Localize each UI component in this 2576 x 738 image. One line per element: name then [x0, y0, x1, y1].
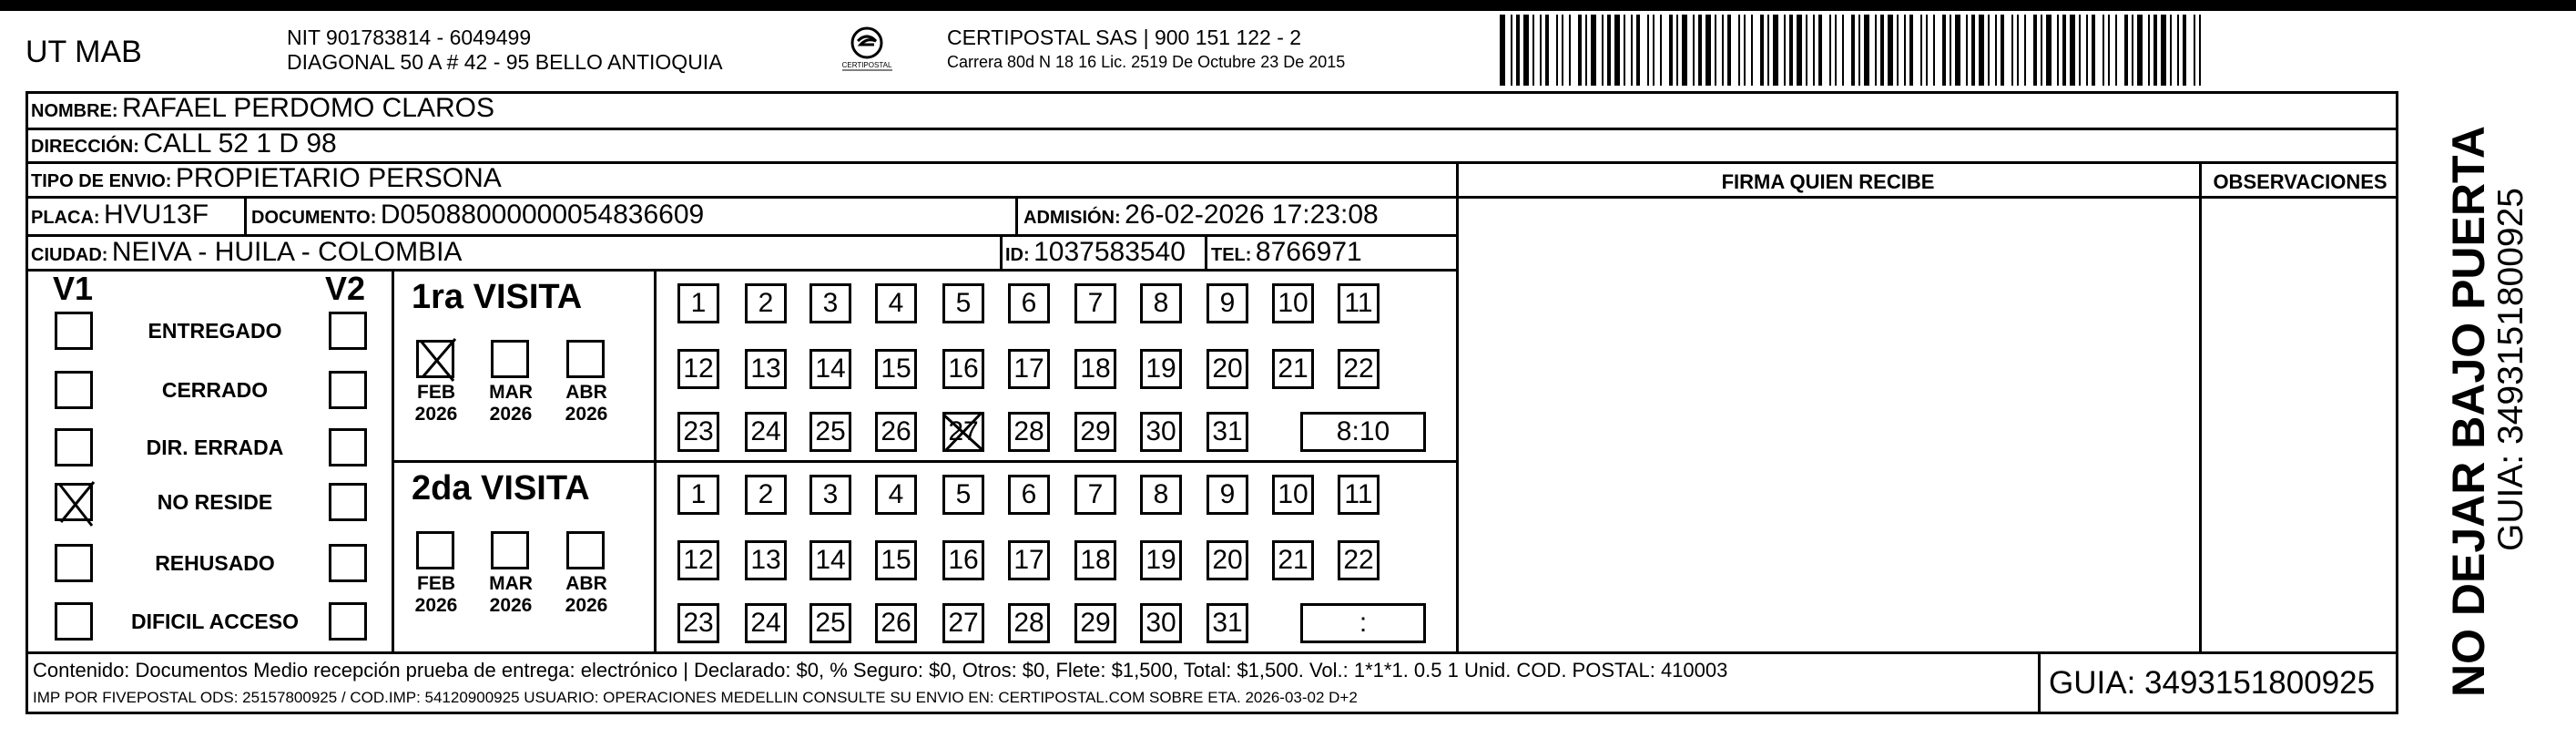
barcode-bar [1875, 15, 1877, 86]
side-notice [2404, 73, 2568, 711]
visit1-day-16[interactable]: 16 [942, 349, 984, 389]
visit1-day-21[interactable]: 21 [1272, 349, 1314, 389]
barcode-bar [1751, 15, 1753, 86]
visit1-day-26[interactable]: 26 [875, 412, 917, 452]
visit1-title: 1ra VISITA [412, 278, 583, 316]
month-year: 2026 [489, 404, 533, 425]
month-year: 2026 [489, 595, 533, 616]
placa-field [31, 200, 209, 231]
barcode-bar [2070, 15, 2075, 86]
visit2-day-14[interactable]: 14 [809, 540, 851, 580]
footer-content: Contenido: Documentos Medio recepción prueba de entrega: electrónico | Declarado: $0, % Seguro: $0, Otros: $0, Flete: $1,500, Total: $1,500. Vol.: 1*1*1. 0.5 1 Unid. COD. POSTAL: 410003 [33, 659, 1728, 682]
barcode-bar [1653, 15, 1655, 86]
barcode-bar [1909, 15, 1913, 86]
logo-text: CERTIPOSTAL [841, 61, 892, 69]
visit2-day-4[interactable]: 4 [875, 475, 917, 515]
visit1-day-12[interactable]: 12 [677, 349, 719, 389]
ciudad-label: CIUDAD: [31, 245, 108, 265]
barcode-bar [1500, 15, 1505, 86]
status-label-0: ENTREGADO [148, 319, 282, 343]
barcode-bar [1532, 15, 1534, 86]
visit1-day-7[interactable]: 7 [1074, 283, 1116, 323]
barcode-bar [1698, 15, 1702, 86]
visit1-day-5[interactable]: 5 [942, 283, 984, 323]
barcode-bar [2041, 15, 2042, 86]
visit2-day-9[interactable]: 9 [1207, 475, 1248, 515]
barcode-bar [2177, 15, 2179, 86]
barcode-bar [1744, 15, 1746, 86]
barcode-bar [1556, 15, 1558, 86]
barcode-bar [1767, 15, 1769, 86]
direccion-label: DIRECCIÓN: [31, 137, 139, 157]
visit1-day-9[interactable]: 9 [1207, 283, 1248, 323]
id-label: ID: [1005, 245, 1030, 265]
visit2-month-label [559, 573, 614, 617]
handwritten-check-icon [415, 337, 461, 384]
col-divider [1015, 196, 1018, 234]
guia-number: GUIA: 3493151800925 [2049, 665, 2376, 701]
direccion-row [31, 128, 337, 159]
direccion-value: CALL 52 1 D 98 [143, 128, 337, 159]
visit1-month-label [559, 382, 614, 425]
col-divider [392, 269, 394, 651]
col-divider [2199, 161, 2202, 651]
barcode-bar [2079, 15, 2081, 86]
visit1-day-23[interactable]: 23 [677, 412, 719, 452]
barcode-bar [2024, 15, 2026, 86]
v1-checkbox-0[interactable] [55, 312, 93, 350]
courier-info [947, 26, 1345, 75]
visit2-day-25[interactable]: 25 [809, 603, 851, 643]
barcode-bar [2148, 15, 2150, 86]
visit1-day-8[interactable]: 8 [1140, 283, 1182, 323]
barcode-bar [2017, 15, 2019, 86]
placa-label: PLACA: [31, 208, 100, 228]
row-divider [392, 460, 1459, 463]
visit1-day-3[interactable]: 3 [809, 283, 851, 323]
barcode-bar [1950, 15, 1951, 86]
barcode-bar [2115, 15, 2117, 86]
month-year: 2026 [414, 404, 458, 425]
tipo-label: TIPO DE ENVIO: [31, 171, 172, 191]
barcode-bar [1926, 15, 1928, 86]
barcode-bar [1904, 15, 1906, 86]
barcode-bar [1602, 15, 1604, 86]
barcode-bar [1511, 15, 1512, 86]
barcode-bar [2011, 15, 2013, 86]
barcode-bar [1942, 15, 1946, 86]
barcode-bar [2137, 15, 2143, 86]
status-label-3: NO RESIDE [157, 490, 273, 514]
visit2-month-checkbox-abr[interactable] [566, 531, 605, 569]
barcode-bar [1842, 15, 1844, 86]
visit1-day-19[interactable]: 19 [1140, 349, 1182, 389]
visit2-day-12[interactable]: 12 [677, 540, 719, 580]
barcode-bar [1988, 15, 1990, 86]
barcode-bar [1682, 15, 1687, 86]
visit1-day-25[interactable]: 25 [809, 412, 851, 452]
barcode-bar [2183, 15, 2186, 86]
visit2-day-3[interactable]: 3 [809, 475, 851, 515]
barcode-bar [1979, 15, 1984, 86]
visit2-day-27[interactable]: 27 [942, 603, 984, 643]
id-value: 1037583540 [1033, 237, 1186, 267]
barcode-bar [1784, 15, 1786, 86]
visit2-day-30[interactable]: 30 [1140, 603, 1182, 643]
v1-checkbox-4[interactable] [55, 544, 93, 582]
visit2-day-16[interactable]: 16 [942, 540, 984, 580]
visit2-day-15[interactable]: 15 [875, 540, 917, 580]
ciudad-value: NEIVA - HUILA - COLOMBIA [111, 237, 463, 267]
month-year: 2026 [414, 595, 458, 616]
v1-checkbox-5[interactable] [55, 602, 93, 641]
v2-checkbox-0[interactable] [329, 312, 367, 350]
barcode-bar [1545, 15, 1549, 86]
documento-field [251, 200, 704, 231]
barcode-bar [1585, 15, 1587, 86]
no-dejar-notice: NO DEJAR BAJO PUERTA [2443, 126, 2494, 697]
visit1-month-label [409, 382, 463, 425]
firma-header: FIRMA QUIEN RECIBE [1721, 170, 1935, 193]
top-border [0, 0, 2576, 11]
visit2-day-1[interactable]: 1 [677, 475, 719, 515]
month-year: 2026 [565, 404, 608, 425]
barcode-bar [1897, 15, 1899, 86]
admision-value: 26-02-2026 17:23:08 [1125, 200, 1379, 230]
barcode-bar [1851, 15, 1855, 86]
status-label-4: REHUSADO [155, 551, 275, 575]
barcode-bar [2103, 15, 2104, 86]
visit1-day-6[interactable]: 6 [1008, 283, 1050, 323]
v2-checkbox-1[interactable] [329, 371, 367, 409]
admision-label: ADMISIÓN: [1023, 208, 1121, 228]
visit1-day-20[interactable]: 20 [1207, 349, 1248, 389]
side-guia: GUIA: 3493151800925 [2491, 188, 2530, 551]
row-divider [25, 196, 2398, 199]
barcode-bar [1880, 15, 1884, 86]
month-name: ABR [565, 573, 607, 594]
barcode-bar [1806, 15, 1807, 86]
col-divider [244, 196, 247, 234]
visit2-day-11[interactable]: 11 [1338, 475, 1380, 515]
visit2-day-23[interactable]: 23 [677, 603, 719, 643]
visit1-hour-field[interactable]: 8:10 [1300, 412, 1426, 452]
visit2-day-7[interactable]: 7 [1074, 475, 1116, 515]
barcode-bar [1888, 15, 1893, 86]
barcode-bar [1818, 15, 1822, 86]
sender-address [287, 26, 723, 75]
visit2-day-24[interactable]: 24 [745, 603, 787, 643]
v2-checkbox-5[interactable] [329, 602, 367, 641]
footer-print-info: IMP POR FIVEPOSTAL ODS: 25157800925 / COD.IMP: 54120900925 USUARIO: OPERACIONES MEDELLIN CONSULTE SU ENVIO EN: CERTIPOSTAL.COM SOBRE ETA. 2026-03-02 D+2 [33, 689, 1358, 706]
barcode-bar [1966, 15, 1968, 86]
nombre-row [31, 93, 494, 124]
visit1-day-27[interactable]: 27 [942, 412, 984, 452]
barcode [1496, 13, 2208, 87]
barcode-bar [1864, 15, 1869, 86]
col-divider [654, 269, 657, 651]
visit1-day-29[interactable]: 29 [1074, 412, 1116, 452]
visit2-day-10[interactable]: 10 [1272, 475, 1314, 515]
barcode-bar [1516, 15, 1520, 86]
barcode-bar [2057, 15, 2059, 86]
visit2-month-label [409, 573, 463, 617]
visit2-title: 2da VISITA [412, 469, 590, 507]
visit2-month-checkbox-feb[interactable] [416, 531, 454, 569]
col-divider [1000, 234, 1003, 269]
visit1-month-checkbox-abr[interactable] [566, 340, 605, 378]
id-field [1005, 237, 1186, 268]
visit1-day-11[interactable]: 11 [1338, 283, 1380, 323]
visit2-day-8[interactable]: 8 [1140, 475, 1182, 515]
visit2-day-19[interactable]: 19 [1140, 540, 1182, 580]
visit2-day-21[interactable]: 21 [1272, 540, 1314, 580]
tel-field [1211, 237, 1362, 268]
barcode-bar [1760, 15, 1764, 86]
visit1-month-checkbox-feb[interactable] [416, 340, 454, 378]
barcode-bar [1631, 15, 1633, 86]
barcode-bar [2161, 15, 2166, 86]
visit1-day-18[interactable]: 18 [1074, 349, 1116, 389]
v2-checkbox-2[interactable] [329, 428, 367, 466]
visit1-day-31[interactable]: 31 [1207, 412, 1248, 452]
barcode-bar [1715, 15, 1716, 86]
barcode-bar [1562, 15, 1563, 86]
v2-checkbox-4[interactable] [329, 544, 367, 582]
barcode-bar [2199, 15, 2201, 86]
barcode-bar [2153, 15, 2157, 86]
visit1-day-1[interactable]: 1 [677, 283, 719, 323]
visit1-day-14[interactable]: 14 [809, 349, 851, 389]
nombre-label: NOMBRE: [31, 101, 118, 121]
col-divider [1456, 161, 1459, 651]
handwritten-check-icon [940, 409, 987, 455]
nombre-value: RAFAEL PERDOMO CLAROS [122, 93, 494, 123]
visit2-day-2[interactable]: 2 [745, 475, 787, 515]
certipostal-logo [824, 23, 911, 77]
barcode-bar [1647, 15, 1649, 86]
visit2-day-22[interactable]: 22 [1338, 540, 1380, 580]
v1-checkbox-3[interactable] [55, 483, 93, 521]
visit2-day-28[interactable]: 28 [1008, 603, 1050, 643]
observaciones-header: OBSERVACIONES [2213, 170, 2388, 193]
barcode-bar [1569, 15, 1571, 86]
visit1-day-28[interactable]: 28 [1008, 412, 1050, 452]
visit2-day-5[interactable]: 5 [942, 475, 984, 515]
visit2-day-17[interactable]: 17 [1008, 540, 1050, 580]
barcode-bar [2033, 15, 2037, 86]
barcode-bar [1971, 15, 1975, 86]
visit2-day-26[interactable]: 26 [875, 603, 917, 643]
visit2-day-29[interactable]: 29 [1074, 603, 1116, 643]
barcode-bar [1813, 15, 1815, 86]
visit1-day-4[interactable]: 4 [875, 283, 917, 323]
status-label-1: CERRADO [161, 378, 269, 402]
barcode-bar [1591, 15, 1596, 86]
barcode-bar [1693, 15, 1695, 86]
barcode-bar [1797, 15, 1802, 86]
status-label-5: DIFICIL ACCESO [130, 610, 299, 633]
barcode-bar [1676, 15, 1678, 86]
visit2-day-20[interactable]: 20 [1207, 540, 1248, 580]
documento-value: D05088000000054836609 [380, 200, 705, 230]
sender-name: UT MAB [25, 35, 142, 69]
barcode-bar [1858, 15, 1860, 86]
month-name: MAR [489, 382, 533, 403]
row-divider [25, 128, 2398, 130]
barcode-bar [1835, 15, 1837, 86]
barcode-bar [2092, 15, 2095, 86]
placa-value: HVU13F [104, 200, 209, 230]
admision-field [1023, 200, 1379, 231]
visit2-day-6[interactable]: 6 [1008, 475, 1050, 515]
month-name: ABR [565, 382, 607, 403]
barcode-bar [1660, 15, 1662, 86]
barcode-bar [1614, 15, 1620, 86]
barcode-bar [1523, 15, 1529, 86]
barcode-bar [1722, 15, 1724, 86]
visit2-day-18[interactable]: 18 [1074, 540, 1116, 580]
barcode-bar [1578, 15, 1582, 86]
visit1-day-2[interactable]: 2 [745, 283, 787, 323]
tipo-row [31, 163, 502, 194]
visit1-month-checkbox-mar[interactable] [491, 340, 529, 378]
status-label-2: DIR. ERRADA [146, 436, 284, 459]
tipo-value: PROPIETARIO PERSONA [175, 163, 502, 193]
barcode-bar [1727, 15, 1731, 86]
visit1-day-22[interactable]: 22 [1338, 349, 1380, 389]
visit2-day-31[interactable]: 31 [1207, 603, 1248, 643]
barcode-bar [2194, 15, 2195, 86]
barcode-bar [1789, 15, 1793, 86]
courier-name: CERTIPOSTAL SAS | 900 151 122 - 2 [947, 26, 1302, 49]
visit1-day-17[interactable]: 17 [1008, 349, 1050, 389]
month-year: 2026 [565, 595, 608, 616]
barcode-bar [1669, 15, 1673, 86]
col-divider [2038, 651, 2041, 714]
v2-header: V2 [325, 270, 366, 307]
barcode-bar [1607, 15, 1611, 86]
barcode-bar [2124, 15, 2128, 86]
handwritten-check-icon [54, 480, 99, 529]
visit2-month-label [484, 573, 538, 617]
barcode-bar [2086, 15, 2088, 86]
barcode-bar [1955, 15, 1960, 86]
col-divider [1205, 234, 1207, 269]
barcode-bar [1933, 15, 1935, 86]
barcode-bar [2132, 15, 2133, 86]
barcode-bar [1829, 15, 1831, 86]
barcode-bar [1920, 15, 1922, 86]
barcode-bar [2046, 15, 2052, 86]
month-name: MAR [489, 573, 533, 594]
tel-value: 8766971 [1255, 237, 1362, 267]
visit1-day-24[interactable]: 24 [745, 412, 787, 452]
visit2-day-13[interactable]: 13 [745, 540, 787, 580]
visit1-day-30[interactable]: 30 [1140, 412, 1182, 452]
v1-header: V1 [53, 270, 94, 307]
visit1-month-label [484, 382, 538, 425]
barcode-bar [2001, 15, 2004, 86]
barcode-bar [1995, 15, 1997, 86]
barcode-bar [1705, 15, 1711, 86]
barcode-bar [2170, 15, 2172, 86]
barcode-bar [2062, 15, 2066, 86]
barcode-bar [1624, 15, 1625, 86]
sender-nit: NIT 901783814 - 6049499 [287, 26, 532, 49]
v1-checkbox-1[interactable] [55, 371, 93, 409]
visit1-day-13[interactable]: 13 [745, 349, 787, 389]
tel-label: TEL: [1211, 245, 1252, 265]
v1-checkbox-2[interactable] [55, 428, 93, 466]
v2-checkbox-3[interactable] [329, 483, 367, 521]
barcode-bar [2108, 15, 2110, 86]
visit2-hour-field[interactable]: : [1300, 603, 1426, 643]
barcode-bar [1738, 15, 1740, 86]
documento-label: DOCUMENTO: [251, 208, 377, 228]
barcode-bar [1636, 15, 1640, 86]
row-divider [25, 651, 2398, 654]
row-divider [25, 269, 1459, 272]
visit1-day-15[interactable]: 15 [875, 349, 917, 389]
visit1-day-10[interactable]: 10 [1272, 283, 1314, 323]
courier-license: Carrera 80d N 18 16 Lic. 2519 De Octubre 23 De 2015 [947, 53, 1346, 71]
barcode-bar [1773, 15, 1778, 86]
ciudad-field [31, 237, 462, 268]
month-name: FEB [417, 573, 455, 594]
visit2-month-checkbox-mar[interactable] [491, 531, 529, 569]
barcode-bar [1540, 15, 1542, 86]
sender-street: DIAGONAL 50 A # 42 - 95 BELLO ANTIOQUIA [287, 50, 723, 74]
month-name: FEB [417, 382, 455, 403]
